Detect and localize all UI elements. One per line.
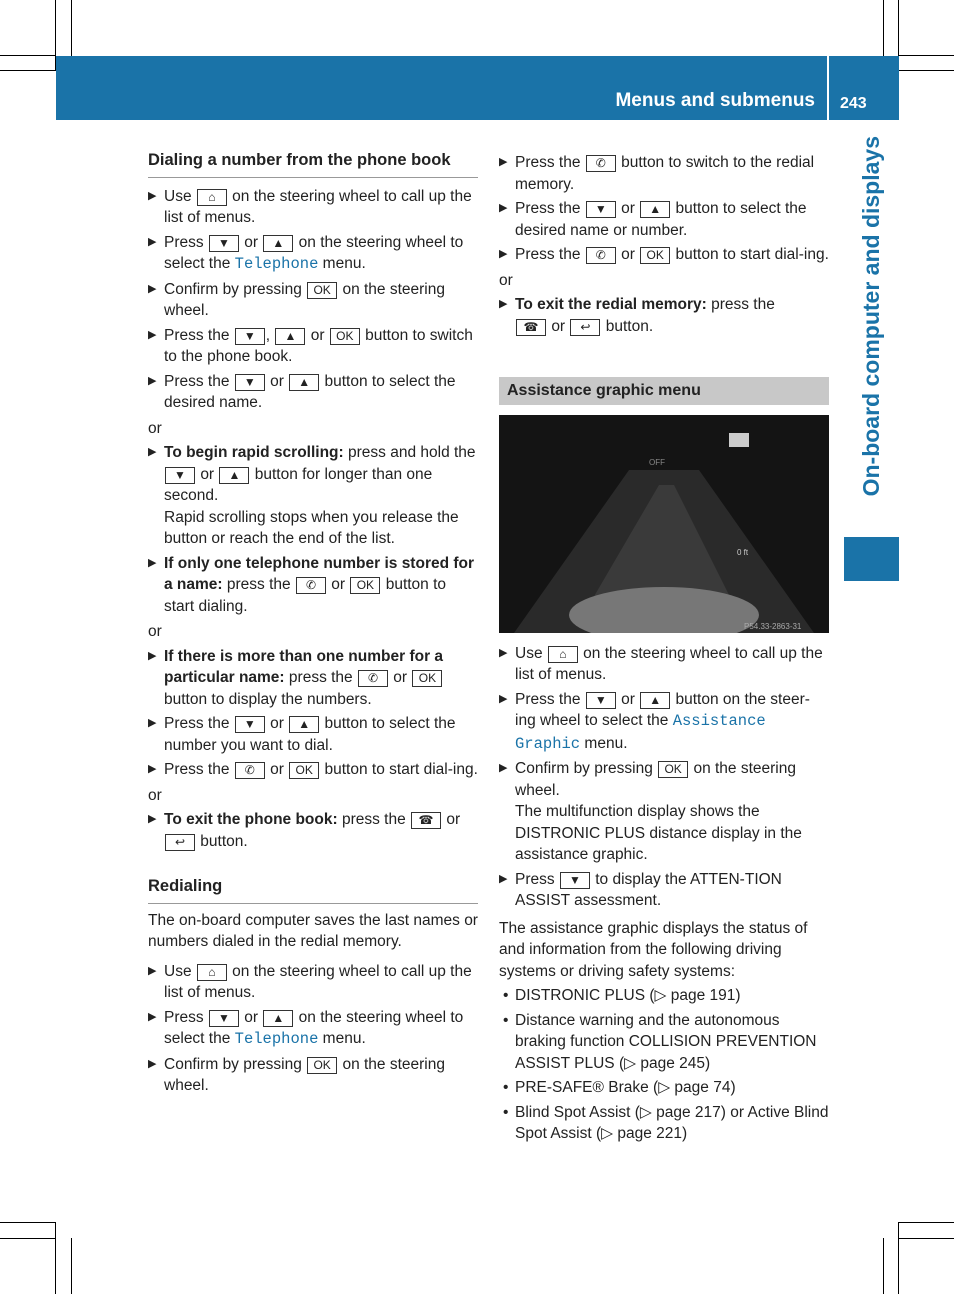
text: Confirm by pressing bbox=[164, 280, 307, 298]
text: button on the steer-ing wheel to select the bbox=[515, 690, 810, 729]
list-item bbox=[499, 1010, 829, 1075]
down-key: ▼ bbox=[209, 235, 239, 252]
step-arrow-icon: ▶ bbox=[148, 374, 157, 387]
step bbox=[148, 759, 478, 781]
side-tab-label: On-board computer and displays bbox=[858, 136, 884, 497]
down-key: ▼ bbox=[165, 467, 195, 484]
text: DISTRONIC PLUS (▷ page 191) bbox=[515, 987, 741, 1004]
right-column bbox=[499, 152, 829, 1145]
up-key: ▲ bbox=[263, 235, 293, 252]
text: PRE-SAFE® Brake (▷ page 74) bbox=[515, 1079, 736, 1096]
step-arrow-icon: ▶ bbox=[148, 964, 157, 977]
text: on the steering wheel to call up the list of menus. bbox=[515, 644, 823, 683]
ok-key: OK bbox=[640, 247, 670, 264]
step bbox=[499, 198, 829, 241]
home-icon: ⌂ bbox=[548, 646, 578, 663]
text: button for longer than one second. bbox=[164, 465, 433, 504]
up-key: ▲ bbox=[640, 692, 670, 709]
step bbox=[148, 553, 478, 618]
crop-mark bbox=[0, 70, 56, 71]
or-label: or bbox=[148, 623, 162, 640]
step-arrow-icon: ▶ bbox=[499, 156, 508, 168]
text: to display the ATTEN-TION ASSIST assessment. bbox=[515, 870, 782, 909]
text: or bbox=[200, 465, 215, 483]
step bbox=[499, 689, 829, 756]
step bbox=[499, 244, 829, 266]
text: Use bbox=[164, 187, 196, 205]
step-arrow-icon: ▶ bbox=[499, 202, 508, 214]
text: menu. bbox=[318, 255, 366, 272]
step-arrow-icon: ▶ bbox=[148, 328, 157, 341]
list-item bbox=[499, 1102, 829, 1145]
step bbox=[148, 646, 478, 711]
text: button to start dialing. bbox=[164, 576, 447, 615]
step-arrow-icon: ▶ bbox=[499, 646, 508, 659]
ok-key: OK bbox=[658, 761, 688, 778]
back-icon: ↩ bbox=[570, 319, 600, 336]
list-item bbox=[499, 1077, 829, 1099]
assistance-graphic-image bbox=[499, 415, 829, 633]
step-arrow-icon: ▶ bbox=[499, 762, 508, 774]
bullet-dot: • bbox=[503, 1103, 509, 1121]
telephone-menu: Telephone bbox=[234, 255, 319, 273]
text: Confirm by pressing bbox=[515, 760, 658, 777]
section-band: Assistance graphic menu bbox=[499, 377, 829, 405]
down-key: ▼ bbox=[560, 872, 590, 889]
text: button. bbox=[601, 317, 654, 335]
step-arrow-icon: ▶ bbox=[148, 282, 157, 295]
crop-mark bbox=[898, 55, 954, 56]
crop-mark bbox=[883, 0, 884, 56]
step-arrow-icon: ▶ bbox=[148, 717, 157, 729]
text: or bbox=[270, 372, 284, 390]
step-arrow-icon: ▶ bbox=[148, 189, 157, 202]
step-arrow-icon: ▶ bbox=[148, 1057, 157, 1070]
svg-text:0 ft: 0 ft bbox=[737, 547, 749, 557]
step-arrow-icon: ▶ bbox=[499, 872, 508, 885]
text: Rapid scrolling stops when you release the button or reach the end of the list. bbox=[164, 508, 459, 547]
step bbox=[148, 232, 478, 276]
text: button to select the desired name or number. bbox=[515, 200, 807, 239]
text: Blind Spot Assist (▷ page 217) or Active Blind Spot Assist (▷ page 221) bbox=[515, 1103, 829, 1142]
text: Press the bbox=[164, 326, 234, 344]
page-header bbox=[56, 56, 899, 120]
down-key: ▼ bbox=[235, 328, 265, 345]
text: or bbox=[270, 761, 284, 778]
list-item bbox=[499, 985, 829, 1007]
home-icon: ⌂ bbox=[197, 189, 227, 206]
phone-icon: ✆ bbox=[358, 670, 388, 687]
section-title: Menus and submenus bbox=[615, 90, 815, 111]
text: button to switch to the phone book. bbox=[164, 326, 473, 365]
crop-mark bbox=[55, 1222, 56, 1294]
crop-mark bbox=[0, 1238, 56, 1239]
step-arrow-icon: ▶ bbox=[148, 763, 157, 775]
text: button to select the number you want to dial. bbox=[164, 715, 456, 754]
up-key: ▲ bbox=[219, 467, 249, 484]
systems-paragraph: The assistance graphic displays the status of and information from the following driving systems or driving safety systems: bbox=[499, 919, 808, 980]
crop-mark bbox=[0, 1222, 56, 1223]
up-key: ▲ bbox=[263, 1010, 293, 1027]
svg-text:OFF: OFF bbox=[649, 457, 665, 467]
side-tab bbox=[844, 130, 899, 530]
text: or bbox=[621, 690, 635, 708]
text: Distance warning and the autonomous braking function COLLISION PREVENTION ASSIST PLUS (▷ page 245) bbox=[515, 1011, 817, 1072]
crop-mark bbox=[71, 0, 72, 56]
text: To exit the redial memory: bbox=[515, 296, 707, 313]
bullet-dot: • bbox=[503, 1011, 509, 1029]
crop-mark bbox=[883, 1238, 884, 1294]
text: or bbox=[331, 576, 346, 593]
text: The multifunction display shows the DISTRONIC PLUS distance display in the assistance graphic. bbox=[515, 803, 802, 863]
text: If there is more than one number for a particular name: bbox=[164, 647, 444, 686]
ok-key: OK bbox=[307, 1057, 337, 1074]
header-divider bbox=[827, 56, 829, 120]
assistance-graphic-menu: Assistance Graphic bbox=[515, 712, 766, 753]
down-key: ▼ bbox=[235, 716, 265, 733]
text: Press bbox=[164, 233, 208, 251]
step bbox=[148, 1054, 478, 1097]
text: menu. bbox=[580, 734, 628, 752]
text: Press the bbox=[515, 154, 585, 171]
side-tab-marker bbox=[844, 537, 899, 581]
text: on the steering wheel. bbox=[164, 280, 445, 319]
step bbox=[499, 758, 829, 866]
text: To begin rapid scrolling: bbox=[164, 444, 344, 461]
down-key: ▼ bbox=[586, 201, 616, 218]
text: or bbox=[446, 811, 461, 828]
ok-key: OK bbox=[412, 670, 442, 687]
text: If only one telephone number is stored for a name: bbox=[164, 554, 475, 593]
text: or bbox=[551, 317, 566, 335]
figure-reference: P54.33-2863-31 bbox=[744, 621, 802, 631]
heading-phone-book: Dialing a number from the phone book bbox=[148, 150, 478, 178]
text: Press the bbox=[164, 761, 234, 778]
up-key: ▲ bbox=[275, 328, 305, 345]
bullet-dot: • bbox=[503, 987, 509, 1004]
text: or bbox=[621, 200, 635, 217]
text: button to display the numbers. bbox=[164, 690, 372, 708]
step-arrow-icon: ▶ bbox=[148, 649, 157, 662]
text: press the bbox=[706, 296, 775, 313]
phone-icon: ✆ bbox=[586, 247, 616, 264]
text: To exit the phone book: bbox=[164, 811, 338, 828]
text: press the bbox=[222, 576, 295, 593]
crop-mark bbox=[71, 1238, 72, 1294]
step bbox=[148, 279, 478, 322]
step bbox=[148, 371, 478, 414]
hang-up-icon: ☎ bbox=[411, 812, 441, 829]
phone-icon: ✆ bbox=[586, 155, 616, 172]
text: or bbox=[621, 246, 635, 263]
step-arrow-icon: ▶ bbox=[499, 248, 508, 260]
left-column bbox=[148, 150, 478, 1097]
or-label: or bbox=[148, 786, 162, 804]
text: on the steering wheel to call up the list of menus. bbox=[164, 187, 472, 226]
ok-key: OK bbox=[289, 762, 319, 779]
bullet-dot: • bbox=[503, 1079, 509, 1096]
step-arrow-icon: ▶ bbox=[499, 692, 508, 705]
down-key: ▼ bbox=[209, 1010, 239, 1027]
text: button to start dial-ing. bbox=[320, 761, 478, 778]
step-arrow-icon: ▶ bbox=[148, 1010, 157, 1023]
step-arrow-icon: ▶ bbox=[148, 813, 157, 825]
text: button. bbox=[196, 832, 248, 850]
ok-key: OK bbox=[307, 282, 337, 299]
text: on the steering wheel. bbox=[164, 1055, 445, 1094]
text: or bbox=[244, 233, 259, 251]
text: on the steering wheel. bbox=[515, 760, 796, 799]
text: Press the bbox=[164, 715, 234, 732]
crop-mark bbox=[898, 1238, 954, 1239]
step bbox=[148, 809, 478, 852]
assistance-graphic-svg bbox=[499, 415, 829, 633]
crop-mark bbox=[898, 1222, 954, 1223]
step-arrow-icon: ▶ bbox=[499, 298, 508, 310]
text: or bbox=[270, 715, 284, 732]
page-number: 243 bbox=[840, 95, 867, 112]
step bbox=[148, 713, 478, 756]
text: button to switch to the redial memory. bbox=[515, 154, 815, 193]
text: Press bbox=[164, 1008, 208, 1026]
down-key: ▼ bbox=[586, 692, 616, 709]
text: Press the bbox=[515, 200, 585, 217]
step bbox=[499, 869, 829, 912]
text: menu. bbox=[318, 1030, 366, 1047]
text: press and hold the bbox=[343, 444, 476, 461]
text: on the steering wheel to call up the list of menus. bbox=[164, 962, 472, 1001]
up-key: ▲ bbox=[289, 374, 319, 391]
or-label: or bbox=[499, 271, 513, 289]
step bbox=[499, 643, 829, 686]
step bbox=[148, 961, 478, 1004]
text: Press the bbox=[515, 246, 585, 263]
text: button to start dial-ing. bbox=[671, 246, 829, 263]
phone-icon: ✆ bbox=[235, 762, 265, 779]
step bbox=[499, 152, 829, 195]
crop-mark bbox=[898, 70, 954, 71]
step bbox=[148, 442, 478, 550]
text: press the bbox=[284, 669, 357, 686]
text: on the steering wheel to select the bbox=[164, 233, 464, 272]
up-key: ▲ bbox=[289, 716, 319, 733]
text: or bbox=[393, 669, 408, 686]
telephone-menu: Telephone bbox=[234, 1030, 319, 1048]
crop-mark bbox=[0, 55, 56, 56]
text: Use bbox=[515, 644, 547, 662]
redial-paragraph: The on-board computer saves the last names or numbers dialed in the redial memory. bbox=[148, 911, 478, 950]
ok-key: OK bbox=[330, 328, 360, 345]
heading-redialing: Redialing bbox=[148, 876, 478, 904]
crop-mark bbox=[898, 1222, 899, 1294]
text: Press bbox=[515, 870, 559, 888]
step bbox=[148, 186, 478, 229]
back-icon: ↩ bbox=[165, 834, 195, 851]
up-key: ▲ bbox=[640, 201, 670, 218]
text: Confirm by pressing bbox=[164, 1055, 307, 1073]
text: button to select the desired name. bbox=[164, 372, 456, 411]
text: or bbox=[310, 326, 325, 344]
text: press the bbox=[337, 811, 411, 828]
step bbox=[148, 1007, 478, 1051]
or-label: or bbox=[148, 419, 162, 437]
ok-key: OK bbox=[350, 577, 380, 594]
home-icon: ⌂ bbox=[197, 964, 227, 981]
text: Press the bbox=[515, 690, 585, 708]
phone-icon: ✆ bbox=[296, 577, 326, 594]
step bbox=[499, 294, 829, 337]
down-key: ▼ bbox=[235, 374, 265, 391]
step-arrow-icon: ▶ bbox=[148, 235, 157, 248]
text: on the steering wheel to select the bbox=[164, 1008, 464, 1047]
step: ▶ Press the ▼ , ▲ or OK button to switch to the phone book. bbox=[148, 326, 473, 365]
text: Use bbox=[164, 962, 196, 980]
step-arrow-icon: ▶ bbox=[148, 446, 157, 458]
text: or bbox=[244, 1008, 259, 1026]
step-arrow-icon: ▶ bbox=[148, 556, 157, 569]
text: Press the bbox=[164, 372, 234, 390]
hang-up-icon: ☎ bbox=[516, 319, 546, 336]
